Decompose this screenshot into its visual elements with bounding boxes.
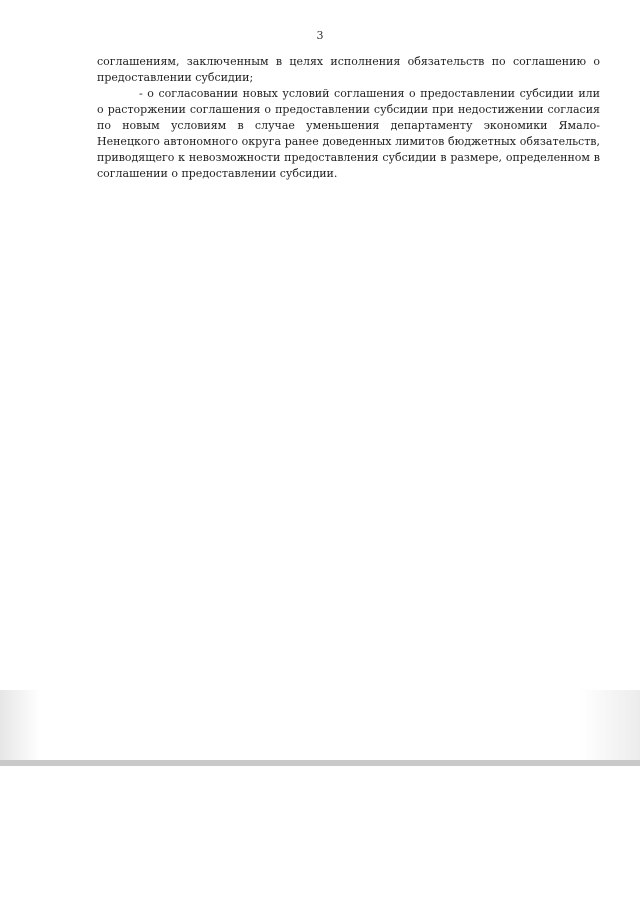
paragraph-continuation: соглашениям, заключенным в целях исполнения обязательств по соглашению о предоставлении субсидии; <box>97 55 600 84</box>
paragraph-list-item: - о согласовании новых условий соглашения о предоставлении субсидии или о расторжении соглашения о предоставлении субсидии при недостижении согласия по новым условиям в случае уменьшения департаменту экономики Ямало-Ненецкого автономного округа ранее доведенных лимитов бюджетных обязательств, приводящего к невозможности предоставления субсидии в размере, определенном в соглашении о предоставлении субсидии. <box>97 87 600 180</box>
page-number: 3 <box>316 29 324 42</box>
scan-shadow-left <box>0 690 40 760</box>
scan-shadow-right <box>580 690 640 760</box>
blank-area-below-scan <box>0 772 640 905</box>
document-body <box>97 54 600 182</box>
